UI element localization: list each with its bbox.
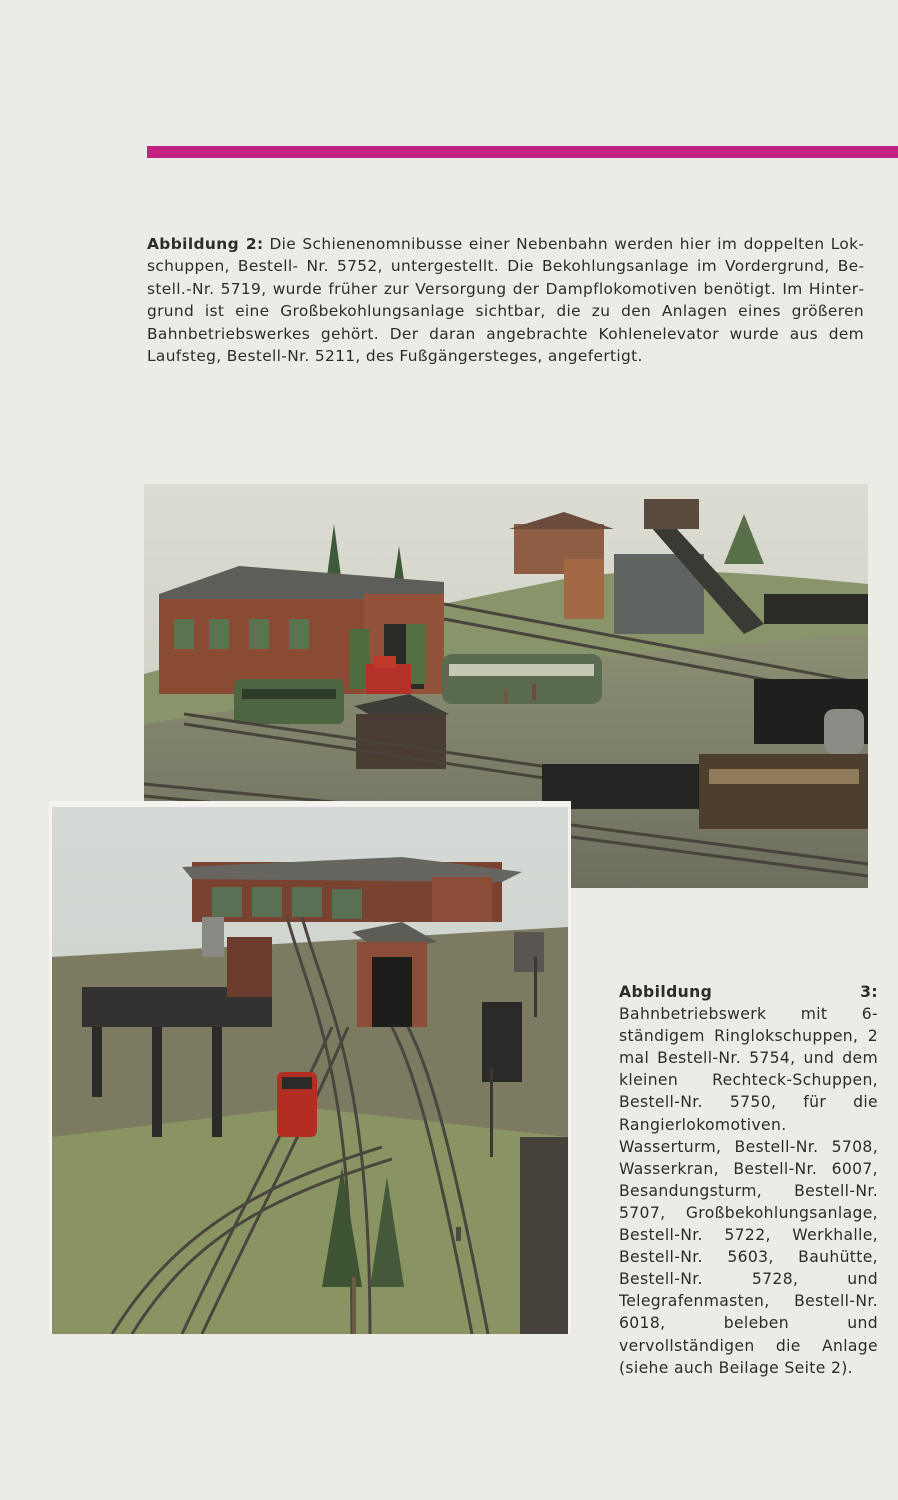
- figure-2-text: Die Schienenomnibusse einer Nebenbahn werden hier im doppelten Lokschuppen, Bestell- Nr. 5752, untergestellt. Die Bekohlungsanlage im Vordergrund, Bestell.-Nr. 5719, wurde früher zur Versorgung der Dampflokomotiven benötigt. Im Hintergrund ist eine Großbekohlungsanlage sichtbar, die zu den Anlagen eines größeren Bahnbetriebswerkes gehört. Der daran angebrachte Kohlenelevator wurde aus dem Laufsteg, Bestell-Nr. 5211, des Fußgängersteges, angefertigt.: [147, 235, 864, 366]
- figure-2-caption: [147, 233, 864, 367]
- figure-3-text: Bahnbetriebswerk mit 6-ständigem Ringlokschuppen, 2 mal Bestell-Nr. 5754, und dem kleinen Rechteck-Schuppen, Bestell-Nr. 5750, für die Rangierlokomotiven. Wasserturm, Bestell-Nr. 5708, Wasserkran, Bestell-Nr. 6007, Besandungsturm, Bestell-Nr. 5707, Großbekohlungsanlage, Bestell-Nr. 5722, Werkhalle, Bestell-Nr. 5603, Bauhütte, Bestell-Nr. 5728, und Telegrafenmasten, Bestell-Nr. 6018, beleben und vervollständigen die Anlage (siehe auch Beilage Seite 2).: [619, 1005, 878, 1377]
- accent-bar: [147, 146, 898, 158]
- figure-3-photo: [49, 801, 571, 1334]
- figure-3-label: Abbildung 3:: [619, 983, 878, 1001]
- figure-3-caption: [619, 981, 878, 1379]
- figure-2-label: Abbildung 2:: [147, 235, 264, 253]
